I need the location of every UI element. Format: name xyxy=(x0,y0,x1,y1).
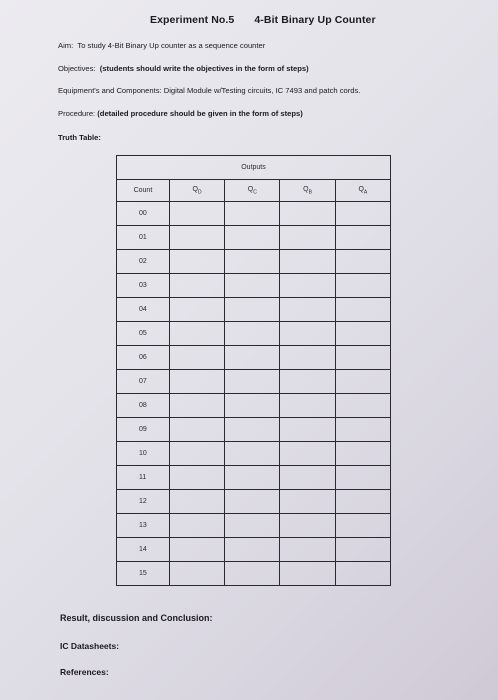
table-row xyxy=(117,466,391,490)
output-cell[interactable] xyxy=(169,442,224,466)
table-row xyxy=(117,346,391,370)
output-cell[interactable] xyxy=(225,226,280,250)
count-cell: 05 xyxy=(117,322,170,346)
output-cell[interactable] xyxy=(169,466,224,490)
output-cell[interactable] xyxy=(225,394,280,418)
procedure-line xyxy=(58,109,303,118)
output-cell[interactable] xyxy=(335,322,390,346)
output-cell[interactable] xyxy=(335,346,390,370)
count-cell: 00 xyxy=(117,202,170,226)
count-cell: 08 xyxy=(117,394,170,418)
output-cell[interactable] xyxy=(280,514,335,538)
output-cell[interactable] xyxy=(169,370,224,394)
output-cell[interactable] xyxy=(280,418,335,442)
table-row xyxy=(117,490,391,514)
count-cell: 11 xyxy=(117,466,170,490)
table-row xyxy=(117,418,391,442)
outputs-header-row xyxy=(117,156,391,180)
count-cell: 13 xyxy=(117,514,170,538)
output-cell[interactable] xyxy=(169,322,224,346)
objectives-label: Objectives: xyxy=(58,64,96,73)
count-cell: 02 xyxy=(117,250,170,274)
output-cell[interactable] xyxy=(225,274,280,298)
output-cell[interactable] xyxy=(225,418,280,442)
output-cell[interactable] xyxy=(280,490,335,514)
q-header: $Q_C$ xyxy=(225,180,280,202)
output-cell[interactable] xyxy=(335,514,390,538)
q-header: $Q_D$ xyxy=(169,180,224,202)
table-row xyxy=(117,322,391,346)
table-row xyxy=(117,370,391,394)
experiment-number: Experiment No.5 xyxy=(150,14,235,26)
output-cell[interactable] xyxy=(280,394,335,418)
output-cell[interactable] xyxy=(225,298,280,322)
output-cell[interactable] xyxy=(280,226,335,250)
output-cell[interactable] xyxy=(335,442,390,466)
output-cell[interactable] xyxy=(335,226,390,250)
document-title xyxy=(150,14,376,26)
output-cell[interactable] xyxy=(335,394,390,418)
output-cell[interactable] xyxy=(169,346,224,370)
truth-table-label: Truth Table: xyxy=(58,133,101,142)
column-header-row xyxy=(117,180,391,202)
output-cell[interactable] xyxy=(335,490,390,514)
q-header: $Q_B$ xyxy=(280,180,335,202)
output-cell[interactable] xyxy=(280,346,335,370)
output-cell[interactable] xyxy=(225,370,280,394)
output-cell[interactable] xyxy=(225,490,280,514)
output-cell[interactable] xyxy=(335,202,390,226)
output-cell[interactable] xyxy=(280,442,335,466)
result-heading: Result, discussion and Conclusion: xyxy=(60,613,213,623)
output-cell[interactable] xyxy=(169,562,224,586)
table-row xyxy=(117,250,391,274)
output-cell[interactable] xyxy=(280,370,335,394)
equipment-text: Digital Module w/Testing circuits, IC 7493 and patch cords. xyxy=(163,86,361,95)
output-cell[interactable] xyxy=(225,202,280,226)
count-cell: 15 xyxy=(117,562,170,586)
count-cell: 01 xyxy=(117,226,170,250)
output-cell[interactable] xyxy=(335,298,390,322)
output-cell[interactable] xyxy=(335,274,390,298)
count-cell: 14 xyxy=(117,538,170,562)
output-cell[interactable] xyxy=(169,394,224,418)
table-row xyxy=(117,538,391,562)
output-cell[interactable] xyxy=(169,298,224,322)
output-cell[interactable] xyxy=(335,466,390,490)
output-cell[interactable] xyxy=(280,298,335,322)
output-cell[interactable] xyxy=(169,514,224,538)
count-header: Count xyxy=(117,180,170,202)
output-cell[interactable] xyxy=(225,442,280,466)
truth-table xyxy=(116,155,391,586)
output-cell[interactable] xyxy=(280,562,335,586)
references-heading: References: xyxy=(60,667,109,677)
output-cell[interactable] xyxy=(335,538,390,562)
output-cell[interactable] xyxy=(169,226,224,250)
output-cell[interactable] xyxy=(225,538,280,562)
procedure-label: Procedure: xyxy=(58,109,96,118)
output-cell[interactable] xyxy=(169,202,224,226)
table-row xyxy=(117,394,391,418)
output-cell[interactable] xyxy=(169,490,224,514)
output-cell[interactable] xyxy=(169,250,224,274)
objectives-text: (students should write the objectives in the form of steps) xyxy=(99,64,309,73)
output-cell[interactable] xyxy=(335,370,390,394)
output-cell[interactable] xyxy=(280,322,335,346)
table-row xyxy=(117,274,391,298)
aim-label: Aim: xyxy=(58,41,74,50)
output-cell[interactable] xyxy=(280,202,335,226)
outputs-header: Outputs xyxy=(117,156,391,180)
count-cell: 03 xyxy=(117,274,170,298)
output-cell[interactable] xyxy=(225,346,280,370)
output-cell[interactable] xyxy=(225,322,280,346)
aim-text: To study 4-Bit Binary Up counter as a sequence counter xyxy=(77,41,266,50)
count-cell: 06 xyxy=(117,346,170,370)
table-row xyxy=(117,514,391,538)
equipment-label: Equipment's and Components: xyxy=(58,86,162,95)
output-cell[interactable] xyxy=(225,514,280,538)
table-row xyxy=(117,442,391,466)
table-row xyxy=(117,226,391,250)
aim-line xyxy=(58,41,265,50)
count-cell: 09 xyxy=(117,418,170,442)
output-cell[interactable] xyxy=(169,418,224,442)
count-cell: 10 xyxy=(117,442,170,466)
equipment-line xyxy=(58,86,360,95)
output-cell[interactable] xyxy=(280,538,335,562)
output-cell[interactable] xyxy=(335,418,390,442)
output-cell[interactable] xyxy=(225,466,280,490)
output-cell[interactable] xyxy=(280,274,335,298)
table-row xyxy=(117,298,391,322)
procedure-text: (detailed procedure should be given in the form of steps) xyxy=(97,109,303,118)
ic-datasheets-heading: IC Datasheets: xyxy=(60,641,120,651)
output-cell[interactable] xyxy=(169,274,224,298)
experiment-title: 4-Bit Binary Up Counter xyxy=(254,14,376,26)
table-row xyxy=(117,202,391,226)
count-cell: 07 xyxy=(117,370,170,394)
output-cell[interactable] xyxy=(280,250,335,274)
q-header: $Q_A$ xyxy=(335,180,390,202)
count-cell: 12 xyxy=(117,490,170,514)
output-cell[interactable] xyxy=(169,538,224,562)
output-cell[interactable] xyxy=(225,562,280,586)
output-cell[interactable] xyxy=(280,466,335,490)
table-row xyxy=(117,562,391,586)
output-cell[interactable] xyxy=(335,250,390,274)
output-cell[interactable] xyxy=(335,562,390,586)
output-cell[interactable] xyxy=(225,250,280,274)
count-cell: 04 xyxy=(117,298,170,322)
objectives-line xyxy=(58,64,309,73)
